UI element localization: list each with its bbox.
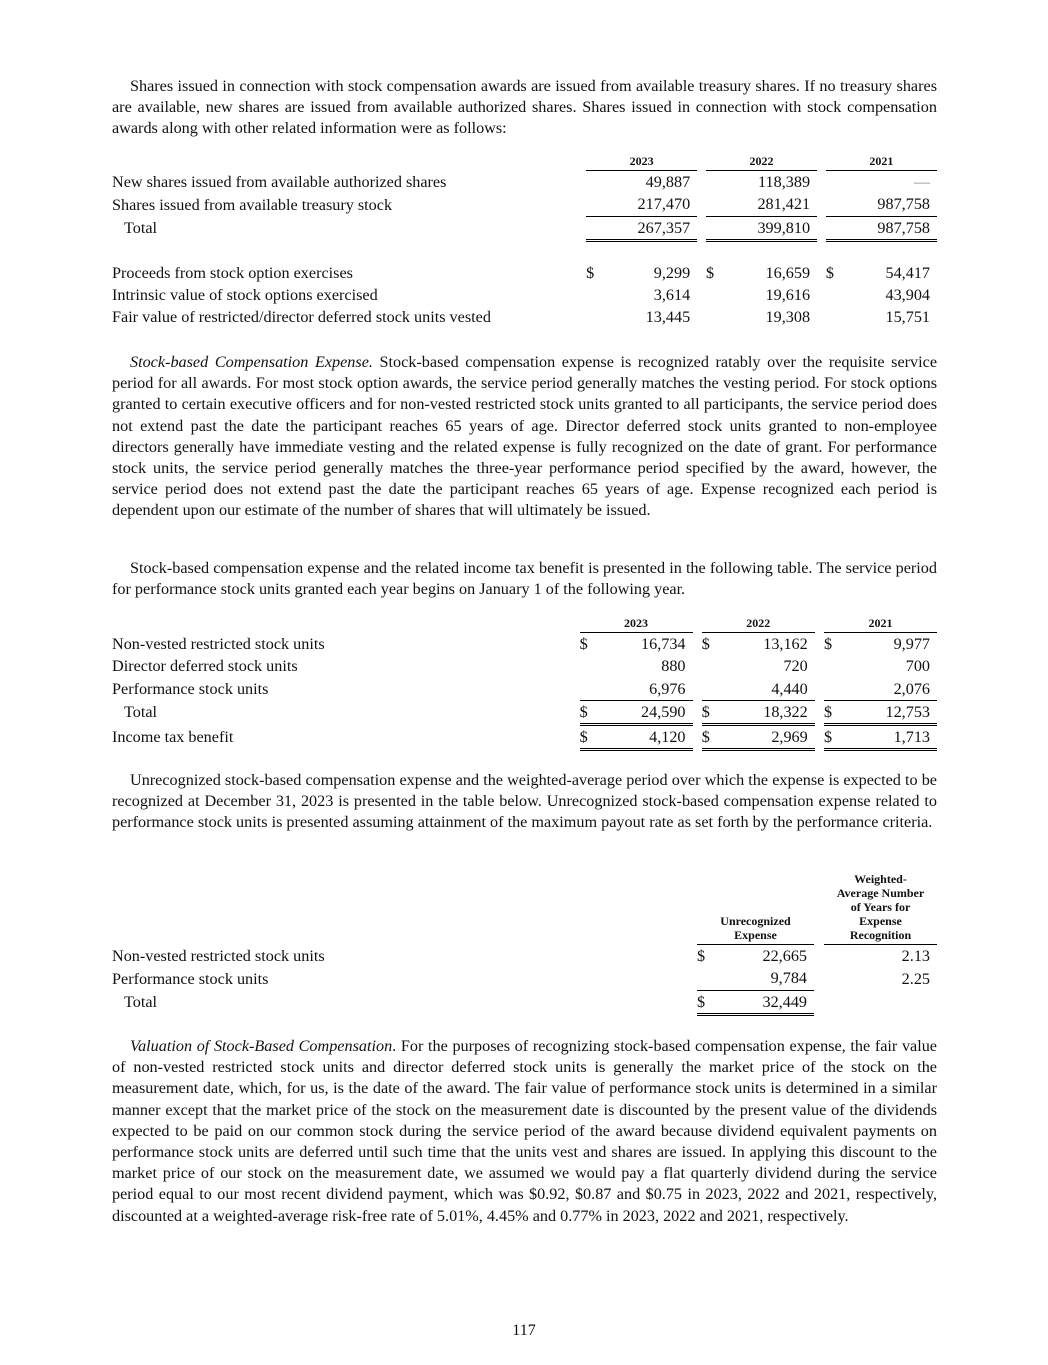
cell-value: 281,421 xyxy=(757,195,811,214)
dollar-sign: $ xyxy=(702,633,723,656)
table-row xyxy=(112,678,937,701)
cell-value: 720 xyxy=(783,657,808,676)
cell-value: 880 xyxy=(661,657,686,676)
cell-value: 2.25 xyxy=(901,969,930,988)
dollar-sign: $ xyxy=(580,725,601,750)
cell-value: 13,445 xyxy=(645,308,691,327)
row-label: Non-vested restricted stock units xyxy=(112,946,325,965)
year-header: 2022 xyxy=(746,616,771,630)
cell-value: 4,120 xyxy=(601,725,693,750)
dollar-sign: $ xyxy=(580,700,601,724)
cell-value: 4,440 xyxy=(771,679,808,698)
table-row xyxy=(112,967,937,990)
row-label: Director deferred stock units xyxy=(112,657,298,676)
table-row-total xyxy=(112,216,937,240)
row-label: Performance stock units xyxy=(112,679,269,698)
cell-value: 32,449 xyxy=(719,990,814,1014)
cell-value: — xyxy=(846,171,937,194)
cell-value: 2,076 xyxy=(893,679,930,698)
cell-value: 49,887 xyxy=(606,171,697,194)
cell-value: 18,322 xyxy=(723,700,815,724)
table-row xyxy=(112,725,937,750)
year-header: 2023 xyxy=(624,616,649,630)
table-row xyxy=(112,945,937,968)
dollar-sign: $ xyxy=(705,263,715,282)
expense-table-intro: Stock-based compensation expense and the related income tax benefit is presented in the following table. The service period for performance stock units granted each year begins on January 1 of the following year. xyxy=(112,559,937,599)
row-label: Intrinsic value of stock options exercised xyxy=(112,286,378,305)
row-label: Total xyxy=(124,993,158,1012)
cell-value: 15,751 xyxy=(885,308,930,327)
valuation-heading: Valuation of Stock-Based Compensation xyxy=(130,1037,393,1055)
cell-value: 2.13 xyxy=(824,945,937,968)
table-row xyxy=(112,262,937,284)
year-header: 2023 xyxy=(629,154,654,168)
cell-value: 2,969 xyxy=(723,725,815,750)
row-label: Performance stock units xyxy=(112,969,269,988)
unrecognized-expense-header: Unrecognized Expense xyxy=(720,914,791,942)
row-label: Proceeds from stock option exercises xyxy=(112,263,353,282)
dollar-sign: $ xyxy=(702,725,723,750)
cell-value: 118,389 xyxy=(726,171,817,194)
cell-value: 700 xyxy=(905,657,930,676)
table-row xyxy=(112,633,937,656)
cell-value: 22,665 xyxy=(719,945,814,968)
cell-value: 24,590 xyxy=(601,700,693,724)
cell-value: 9,299 xyxy=(653,263,691,282)
dollar-sign: $ xyxy=(824,725,845,750)
cell-value: 267,357 xyxy=(606,216,697,240)
year-header: 2022 xyxy=(749,154,774,168)
page-number: 117 xyxy=(512,1322,536,1339)
year-header: 2021 xyxy=(868,616,893,630)
dollar-sign: $ xyxy=(824,633,845,656)
intro-paragraph: Shares issued in connection with stock compensation awards are issued from available treasury shares. If no treasury shares are available, new shares are issued from available authorized shares. Shares issued in connection with stock compensation awards along with other related information were as follows: xyxy=(112,77,937,138)
cell-value: 3,614 xyxy=(653,286,691,305)
expense-paragraph xyxy=(112,352,937,522)
cell-value: 1,713 xyxy=(845,725,937,750)
dollar-sign: $ xyxy=(697,945,719,968)
cell-value: 217,470 xyxy=(637,195,691,214)
table-row-total xyxy=(112,990,937,1014)
row-label: New shares issued from available authorized shares xyxy=(112,172,447,191)
cell-value: 16,659 xyxy=(765,263,811,282)
cell-value: 9,977 xyxy=(845,633,937,656)
cell-value: 19,616 xyxy=(765,286,811,305)
weighted-average-years-header: Weighted- Average Number of Years for Expense Recognition xyxy=(836,872,925,942)
dollar-sign: $ xyxy=(702,700,723,724)
row-label: Income tax benefit xyxy=(112,728,234,747)
row-label: Non-vested restricted stock units xyxy=(112,634,325,653)
cell-value xyxy=(824,990,937,1014)
cell-value: 9,784 xyxy=(770,969,807,988)
cell-value: 16,734 xyxy=(601,633,693,656)
cell-value: 399,810 xyxy=(726,216,817,240)
dollar-sign: $ xyxy=(825,263,834,282)
cell-value: 54,417 xyxy=(885,263,930,282)
shares-issued-table xyxy=(112,154,937,329)
cell-value: 13,162 xyxy=(723,633,815,656)
row-label: Total xyxy=(124,219,158,238)
unrecognized-expense-table xyxy=(112,872,937,1016)
year-header: 2021 xyxy=(869,154,894,168)
expense-heading: Stock-based Compensation Expense. xyxy=(130,353,373,371)
dollar-sign: $ xyxy=(697,990,719,1014)
cell-value: 12,753 xyxy=(845,700,937,724)
dollar-sign: $ xyxy=(580,633,601,656)
valuation-paragraph xyxy=(112,1036,937,1227)
row-label: Total xyxy=(124,703,158,722)
valuation-body: . For the purposes of recognizing stock-based compensation expense, the fair value of non-vested restricted stock units and director deferred stock units is generally the market price of the stock on the measurement date, which, for us, is the date of the award. The fair value of performance stock units is determined in a similar manner except that the market price of the stock on the measurement date is discounted by the present value of the dividends expected to be paid on our common stock during the service period of the award because dividend equivalent payments on performance stock units are deferred until such time that the units vest and shares are issued. In applying this discount to the market price of our stock on the measurement date, we assumed we would pay a flat quarterly dividend during the service period equal to our most recent dividend payment, which was $0.92, $0.87 and $0.75 in 2023, 2022 and 2021, respectively, discounted at a weighted-average risk-free rate of 5.01%, 4.45% and 0.77% in 2023, 2022 and 2021, respectively. xyxy=(112,1037,937,1225)
dollar-sign: $ xyxy=(824,700,845,724)
expense-body: Stock-based compensation expense is recognized ratably over the requisite service period for all awards. For most stock option awards, the service period generally matches the vesting period. For stock options granted to certain executive officers and for non-vested restricted stock units granted to all participants, the service period does not extend past the date the participant reaches 65 years of age. Director deferred stock units granted to non-employee directors generally have immediate vesting and the related expense is fully recognized on the date of grant. For performance stock units, the service period generally matches the three-year performance period specified by the award, however, the service period does not extend past the date the participant reaches 65 years of age. Expense recognized each period is dependent upon our estimate of the number of shares that will ultimately be issued. xyxy=(112,353,937,520)
cell-value: 6,976 xyxy=(649,679,686,698)
cell-value: 987,758 xyxy=(877,195,930,214)
compensation-expense-table xyxy=(112,616,937,751)
table-row xyxy=(112,284,937,306)
table-row-total xyxy=(112,700,937,724)
dollar-sign: $ xyxy=(586,263,595,282)
row-label: Fair value of restricted/director deferred stock units vested xyxy=(112,308,491,327)
table-row xyxy=(112,171,937,194)
cell-value: 987,758 xyxy=(846,216,937,240)
cell-value: 19,308 xyxy=(765,308,811,327)
table-row xyxy=(112,193,937,216)
table-row xyxy=(112,655,937,677)
unrecognized-paragraph: Unrecognized stock-based compensation expense and the weighted-average period over which the expense is expected to be recognized at December 31, 2023 is presented in the table below. Unrecognized stock-based compensation expense related to performance stock units is presented assuming attainment of the maximum payout rate as set forth by the performance criteria. xyxy=(112,771,937,832)
table-row xyxy=(112,306,937,328)
row-label: Shares issued from available treasury stock xyxy=(112,195,393,214)
cell-value: 43,904 xyxy=(885,286,930,305)
